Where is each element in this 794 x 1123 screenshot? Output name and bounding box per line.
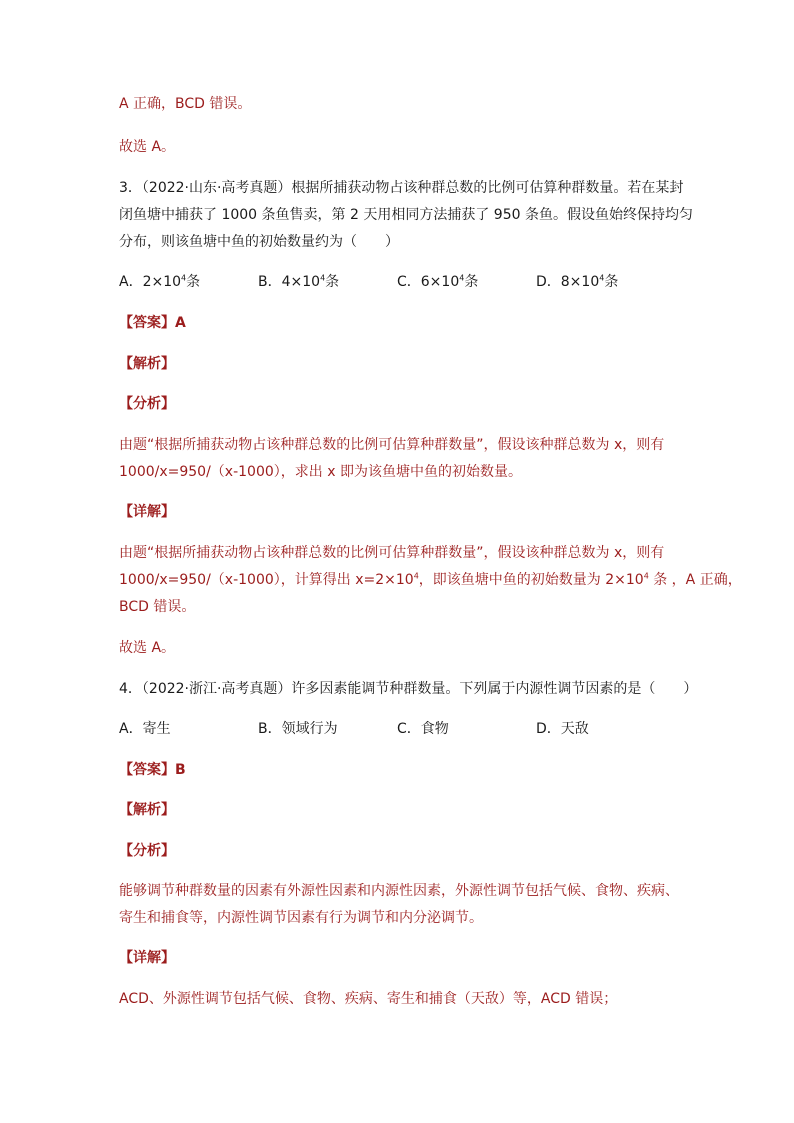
q4-option-d: D．天敌 xyxy=(536,721,589,737)
q4-detail-line1: ACD、外源性调节包括气候、食物、疾病、寄生和捕食（天敌）等，ACD 错误； xyxy=(119,991,618,1007)
q4-analysis-line2: 寄生和捕食等，内源性调节因素有行为调节和内分泌调节。 xyxy=(119,910,483,926)
q3-option-b: B．$4\times 10^4$条 xyxy=(258,273,340,290)
q3-stem-line2: 闭鱼塘中捕获了 1000 条鱼售卖，第 2 天用相同方法捕获了 950 条鱼。假设鱼始终保持均匀 xyxy=(119,207,693,223)
q3-jiexi-heading: 【解析】 xyxy=(119,356,175,372)
prev-conclusion: A 正确，BCD 错误。 xyxy=(119,96,252,112)
q3-detail-line3: BCD 错误。 xyxy=(119,599,196,615)
q4-analysis-line1: 能够调节种群数量的因素有外源性因素和内源性因素，外源性调节包括气候、食物、疾病、 xyxy=(119,883,679,899)
q3-choice: 故选 A。 xyxy=(119,640,176,656)
q3-analysis-line1: 由题“根据所捕获动物占该种群总数的比例可估算种群数量”，假设该种群总数为 x，则有 xyxy=(119,437,665,453)
q4-xiangjie-heading: 【详解】 xyxy=(119,950,175,966)
q3-stem-line3: 分布，则该鱼塘中鱼的初始数量约为（ ） xyxy=(119,234,399,250)
prev-choice: 故选 A。 xyxy=(119,139,176,155)
q3-analysis-line2: 1000/x=950/（x-1000），求出 x 即为该鱼塘中鱼的初始数量。 xyxy=(119,464,522,480)
q3-detail-line2: 1000/x=950/（x-1000），计算得出 $x=2\times 10^4$，即该鱼塘中鱼的初始数量为 $2\times 10^4$ 条 ，A 正确， xyxy=(119,571,742,588)
q4-option-c: C．食物 xyxy=(397,721,449,737)
q3-fenxi-heading: 【分析】 xyxy=(119,396,175,412)
q4-stem: 4．（2022·浙江·高考真题）许多因素能调节种群数量。下列属于内源性调节因素的是（ ） xyxy=(119,681,698,697)
q4-answer: 【答案】B xyxy=(119,762,186,778)
q3-answer: 【答案】A xyxy=(119,315,186,331)
q3-option-d: D．$8\times 10^4$条 xyxy=(536,273,619,290)
q3-option-c: C．$6\times 10^4$条 xyxy=(397,273,479,290)
q4-fenxi-heading: 【分析】 xyxy=(119,843,175,859)
q3-detail-line1: 由题“根据所捕获动物占该种群总数的比例可估算种群数量”，假设该种群总数为 x，则有 xyxy=(119,545,665,561)
q3-xiangjie-heading: 【详解】 xyxy=(119,504,175,520)
q3-option-a: A．$2\times 10^4$条 xyxy=(119,273,201,290)
q3-stem-line1: 3．（2022·山东·高考真题）根据所捕获动物占该种群总数的比例可估算种群数量。若在某封 xyxy=(119,180,684,196)
q4-option-a: A．寄生 xyxy=(119,721,171,737)
q4-option-b: B．领域行为 xyxy=(258,721,338,737)
q4-jiexi-heading: 【解析】 xyxy=(119,802,175,818)
